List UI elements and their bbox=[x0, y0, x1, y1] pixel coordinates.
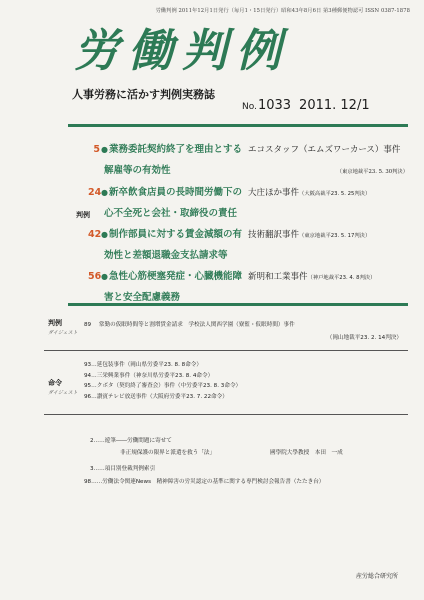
article-title: 急性心筋梗塞発症・心臓機能障 bbox=[108, 271, 242, 282]
article-page: 42 bbox=[88, 229, 102, 240]
issue-label: No. bbox=[242, 102, 257, 112]
essay-author-block bbox=[270, 448, 343, 456]
article-case: 大庄ほか事件 bbox=[248, 188, 300, 198]
bullet-icon: ● bbox=[101, 188, 108, 197]
section-label-orders: 命令 bbox=[48, 379, 62, 387]
index-line: 3……項目別登載判例索引 bbox=[90, 466, 156, 472]
issue-info bbox=[242, 94, 370, 113]
list-item: 93…延包装事件（岡山県労委平23. 8. 8命令） bbox=[84, 362, 202, 368]
article-page: 5 bbox=[93, 144, 100, 155]
article-case: 新明和工業事件 bbox=[248, 272, 308, 282]
article-entry bbox=[88, 264, 418, 304]
digest-court: （岡山地裁平23. 2. 14判決） bbox=[326, 335, 402, 341]
article-entry bbox=[88, 137, 418, 175]
article-title: 業務委託契約終了を理由とする bbox=[108, 144, 242, 155]
list-item: 95…クボタ（契約終了審査会）事件（中労委平23. 8. 3命令） bbox=[84, 383, 242, 389]
essay-line: 2……遊筆――労働問題に寄せて bbox=[90, 438, 172, 444]
article-page: 24 bbox=[88, 187, 102, 198]
essay-author: 國學院大學教授 本田 一成 bbox=[270, 450, 343, 456]
section-label-cases: 判例 bbox=[76, 211, 90, 219]
masthead-title: 労働判例 bbox=[74, 24, 291, 77]
article-title-cont: 害と安全配慮義務 bbox=[104, 292, 181, 303]
article-entry bbox=[88, 222, 418, 262]
article-title: 制作部員に対する賃金減額の有 bbox=[108, 229, 242, 240]
bullet-icon: ● bbox=[101, 272, 108, 281]
news-block bbox=[84, 477, 324, 485]
article-court: （東京地裁平23. 5. 17判決） bbox=[299, 233, 371, 239]
digest-text: 常勤の仮眠時間等と割増賃金請求 学校法人関西学園（寮監・仮眠時間）事件 bbox=[98, 322, 295, 328]
digest-page: 89 bbox=[84, 322, 92, 328]
issue-number: 1033 bbox=[257, 98, 292, 113]
article-court: （神戸地裁平23. 4. 8判決） bbox=[307, 275, 376, 281]
essay-title: 非正規保護の限界と派遣を救う「法」 bbox=[120, 450, 216, 456]
list-item: 94…三栄興業事件（神奈川県労委平23. 8. 4命令） bbox=[84, 372, 214, 379]
section-sublabel-digest: ダイジェスト bbox=[48, 330, 78, 336]
essay-title-block bbox=[120, 448, 215, 456]
publisher-name: 産労総合研究所 bbox=[355, 573, 398, 580]
divider-orders bbox=[44, 414, 408, 415]
misc-block bbox=[90, 436, 172, 444]
article-case: 技術翻訳事件 bbox=[248, 230, 300, 240]
bibliographic-line: 労働判例 2011年12月1日発行（毎月1・15日発行）昭和43年8月6日 第3種郵便物認可 ISSN 0387-1878 bbox=[155, 8, 410, 14]
bullet-icon: ● bbox=[101, 145, 108, 154]
masthead-subtitle: 人事労務に活かす判例実務誌 bbox=[72, 88, 215, 101]
digest-entry bbox=[84, 320, 295, 328]
section-label-digest: 判例 bbox=[48, 319, 62, 327]
green-rule-top bbox=[68, 124, 408, 127]
article-court: （大阪高裁平23. 5. 25判決） bbox=[299, 191, 371, 197]
green-rule-middle bbox=[68, 303, 408, 306]
orders-list bbox=[84, 360, 241, 402]
article-court: （東京地裁平23. 5. 30判決） bbox=[336, 169, 408, 175]
section-sublabel-orders: ダイジェスト bbox=[48, 390, 78, 396]
article-case: エコスタッフ（エムズワーカース）事件 bbox=[248, 145, 401, 155]
article-title-cont: 心不全死と会社・取締役の責任 bbox=[104, 208, 238, 219]
list-item: 96…讃賓テレビ放送事件（大阪府労委平23. 7. 22命令） bbox=[84, 393, 228, 400]
divider-digest bbox=[44, 350, 408, 351]
article-entry bbox=[88, 180, 418, 220]
bullet-icon: ● bbox=[101, 230, 108, 239]
article-title: 新卒飲食店員の長時間労働下の bbox=[108, 187, 242, 198]
article-page: 56 bbox=[88, 271, 102, 282]
news-line: 98……労働法令関連News 精神障害の労災認定の基準に関する専門検討会報告書（たたき台） bbox=[84, 479, 325, 485]
issue-date: 2011. 12/1 bbox=[299, 98, 370, 113]
index-block bbox=[90, 464, 155, 472]
article-title-cont: 解雇等の有効性 bbox=[104, 165, 171, 176]
article-title-cont: 効性と差額退職金支払請求等 bbox=[104, 250, 228, 261]
